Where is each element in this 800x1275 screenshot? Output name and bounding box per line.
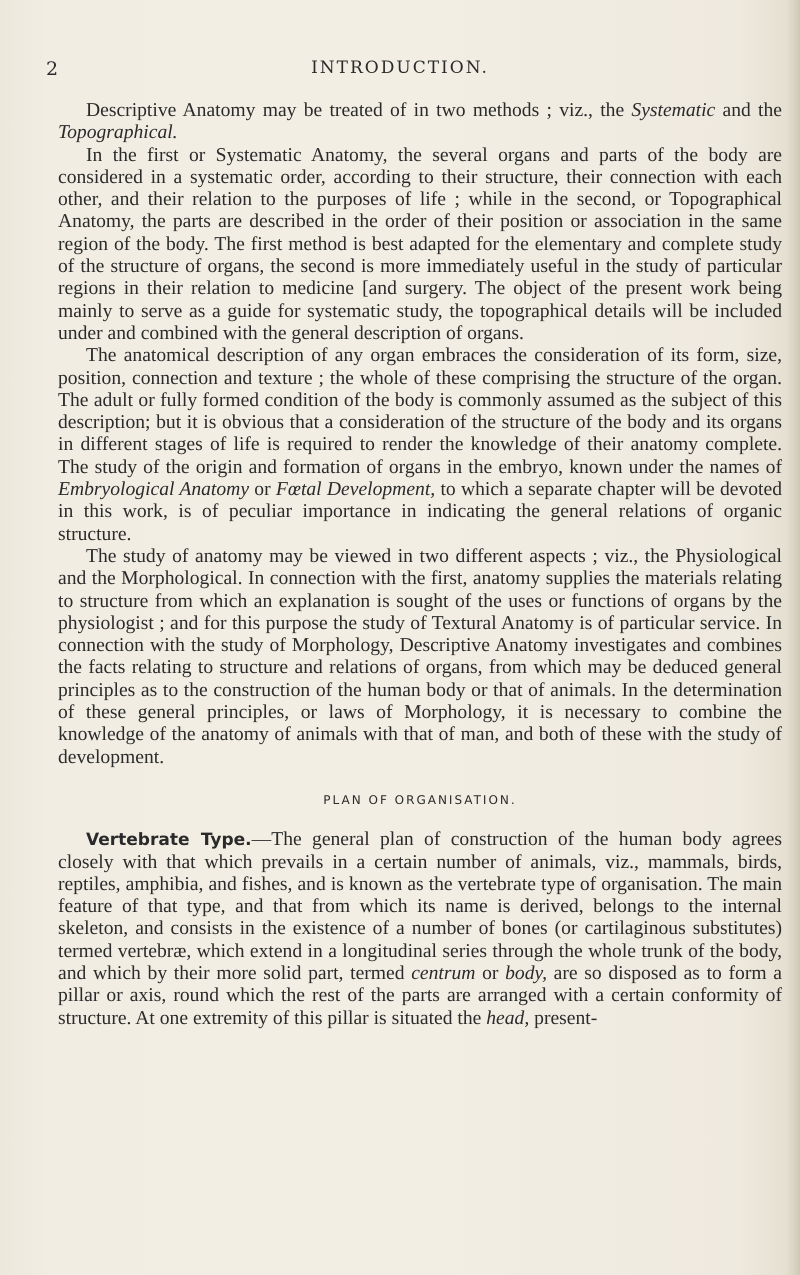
term-body: body, — [505, 962, 547, 984]
paragraph-methods: Descriptive Anatomy may be treated of in two methods ; viz., the Systematic and the Topographical. — [58, 100, 782, 144]
page-number: 2 — [46, 58, 60, 80]
paragraph-systematic-anatomy: In the first or Systematic Anatomy, the several organs and parts of the body are considered in a systematic order, according to their structure, their connection with each other, and their relation to the purposes of life ; while in the second, or Topographical Anatomy, the parts are described in the order of their position or association in the same region of the body. The first method is best adapted for the elementary and complete study of the structure of organs, the second is more immediately useful in the study of particular regions in their relation to medicine [and surgery. The object of the present work being mainly to serve as a guide for systematic study, the topographical details will be included under and combined with the general description of organs. — [58, 144, 782, 344]
paragraph-study-aspects: The study of anatomy may be viewed in two different aspects ; viz., the Physiological and the Morphological. In connection with the first, anatomy supplies the materials relating to structure from which an explanation is sought of the uses or functions of organs by the physiologist ; and for this purpose the study of Textural Anatomy is of particular service. In connection with the study of Morphology, Descriptive Anatomy investigates and combines the facts relating to structure and relations of organs, from which may be deduced general principles as to the construction of the human body or that of animals. In the determination of these general principles, or laws of Morphology, it is necessary to combine the knowledge of the anatomy of animals with that of man, and both of these with the study of development. — [58, 545, 782, 768]
running-head: INTRODUCTION. — [311, 58, 489, 78]
term-head: head, — [486, 1007, 530, 1029]
term-embryological-anatomy: Embryological Anatomy — [58, 479, 250, 501]
run-in-heading: Vertebrate Type. — [86, 830, 252, 851]
paragraph-vertebrate-type: Vertebrate Type.—The general plan of construction of the human body agrees closely with that which prevails in a certain number of animals, viz., mammals, birds, reptiles, amphibia, and fishes, and is known as the vertebrate type of organisation. The main feature of that type, and that from which its name is derived, belongs to the internal skeleton, and consists in the existence of a number of bones (or cartilaginous substitutes) termed vertebræ, which extend in a longitudinal series through the whole trunk of the body, and which by their more solid part, termed centrum or body, are so disposed as to form a pillar or axis, round which the rest of the parts are arranged with a certain conformity of structure. At one extremity of this pillar is situated the head, present- — [58, 829, 782, 1029]
term-centrum: centrum — [411, 962, 476, 984]
page-header — [0, 58, 800, 88]
page-edge-shadow — [786, 0, 800, 1275]
paragraph-anatomical-description: The anatomical description of any organ embraces the consideration of its form, size, position, connection and texture ; the whole of these comprising the structure of the organ. The adult or fully formed condition of the body is commonly assumed as the subject of this description; but it is obvious that a consideration of the structure of the body and its organs in different stages of life is required to render the knowledge of their anatomy complete. The study of the origin and formation of organs in the embryo, known under the names of Embryological Anatomy or Fœtal Development, to which a separate chapter will be devoted in this work, is of peculiar importance in indicating the general relations of organic structure. — [58, 345, 782, 545]
section-heading: PLAN OF ORGANISATION. — [323, 792, 517, 807]
term-topographical: Topographical. — [58, 122, 178, 144]
term-systematic: Systematic — [631, 100, 716, 121]
body-text — [58, 100, 782, 1030]
term-foetal-development: Fœtal Development, — [275, 479, 436, 501]
